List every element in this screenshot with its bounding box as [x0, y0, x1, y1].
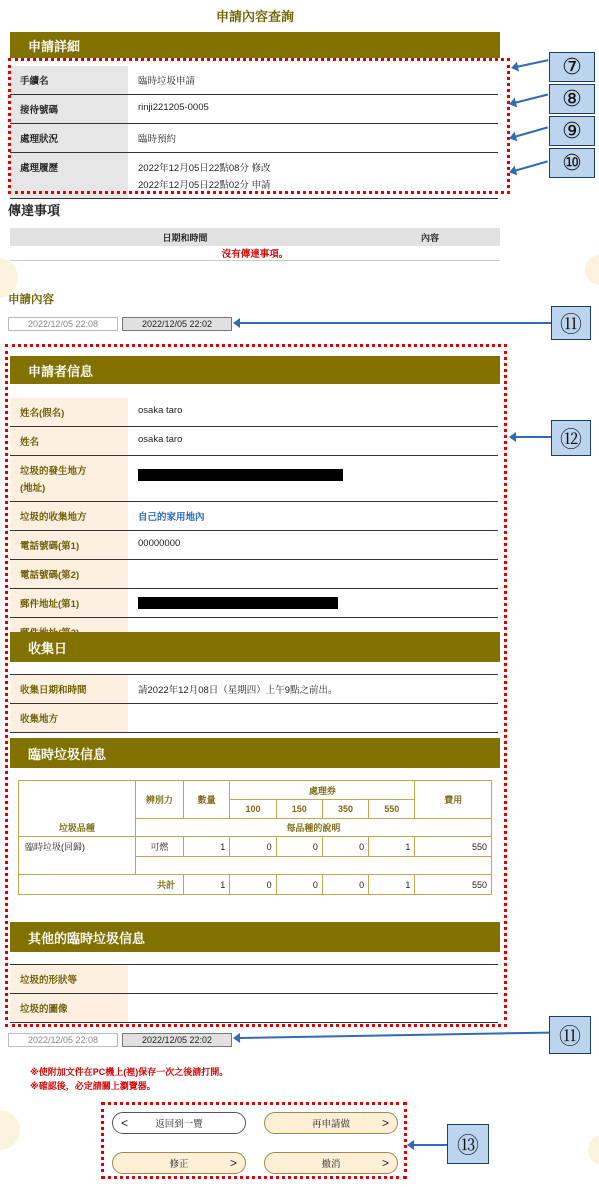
- detail-value: rinji221205-0005: [128, 95, 498, 124]
- applicant-row: [10, 531, 498, 560]
- application-title: 申請內容: [8, 294, 54, 306]
- callout-9: ⑨: [549, 116, 595, 146]
- annotation-arrow: [514, 126, 548, 138]
- applicant-value: [128, 456, 498, 502]
- collection-header: 收集日: [10, 632, 500, 662]
- detail-header: 申請詳細: [10, 32, 500, 58]
- annotation-arrow: [514, 436, 551, 438]
- cell-empty: [19, 857, 136, 875]
- applicant-table: [10, 398, 498, 647]
- col-t100: 100: [230, 800, 276, 819]
- callout-12: ⑫: [551, 420, 591, 456]
- collection-value: 請2022年12月08日（星期四）上午9點之前出。: [128, 675, 498, 704]
- cell-empty: [19, 781, 136, 819]
- applicant-value: 00000000: [128, 531, 498, 560]
- history-tab-latest-bottom[interactable]: 2022/12/05 22:08: [8, 1033, 118, 1047]
- annotation-arrow: [238, 322, 551, 324]
- detail-key: 手續名: [10, 66, 128, 95]
- callout-8: ⑧: [549, 84, 595, 114]
- transmission-title: 傳達事項: [8, 203, 61, 218]
- annotation-arrow: [514, 160, 548, 172]
- other-key: 垃圾的圖像: [10, 994, 128, 1023]
- callout-11: ⑪: [551, 306, 591, 340]
- other-row: [10, 994, 498, 1023]
- annotation-arrow: [412, 1144, 447, 1146]
- transmission-table: [10, 228, 500, 261]
- total-qty: 1: [184, 875, 230, 895]
- item-fee: 550: [415, 837, 492, 857]
- decorative-circle: [588, 1135, 599, 1165]
- total-label: 共計: [19, 875, 184, 895]
- collection-key: 收集地方: [10, 704, 128, 733]
- cancel-application-button[interactable]: [264, 1152, 398, 1174]
- applicant-row: [10, 560, 498, 589]
- item-t550: 1: [369, 837, 415, 857]
- applicant-key: [10, 456, 128, 502]
- total-t550: 1: [369, 875, 415, 895]
- applicant-value: [128, 560, 498, 589]
- detail-value: 臨時垃圾申請: [128, 66, 498, 95]
- history-line: 2022年12月05日22點08分 修改: [138, 163, 271, 174]
- chevron-right-icon: >: [229, 1156, 237, 1170]
- callout-11-bottom: ⑪: [549, 1016, 591, 1054]
- history-tab-original-bottom[interactable]: 2022/12/05 22:02: [122, 1033, 232, 1047]
- decorative-circle: [585, 255, 599, 285]
- detail-key: 接待號碼: [10, 95, 128, 124]
- annotation-arrow: [238, 1032, 549, 1039]
- applicant-value: osaka taro: [128, 398, 498, 427]
- applicant-key: 電話號碼(第1): [10, 531, 128, 560]
- total-t350: 0: [322, 875, 368, 895]
- applicant-row: [10, 589, 498, 618]
- total-t100: 0: [230, 875, 276, 895]
- applicant-value: osaka taro: [128, 427, 498, 456]
- detail-key: 處理履歷: [10, 153, 128, 199]
- modify-button[interactable]: [112, 1152, 246, 1174]
- applicant-value: [128, 589, 498, 618]
- annotation-arrow: [514, 94, 548, 104]
- applicant-row: [10, 456, 498, 502]
- col-t550: 550: [369, 800, 415, 819]
- col-item: 垃圾品種: [19, 819, 136, 837]
- annotation-arrow: [516, 59, 549, 68]
- other-header: 其他的臨時垃圾信息: [10, 922, 500, 952]
- history-line: 2022年12月05日22點02分 申請: [138, 180, 271, 191]
- col-qty: 數量: [184, 781, 230, 819]
- col-datetime: 日期和時間: [10, 228, 360, 246]
- chevron-right-icon: >: [381, 1116, 389, 1130]
- detail-value: 臨時預約: [128, 124, 498, 153]
- other-key: 垃圾的形狀等: [10, 965, 128, 994]
- collection-table: [10, 674, 498, 733]
- history-tab-latest[interactable]: 2022/12/05 22:08: [8, 317, 118, 331]
- total-fee: 550: [415, 875, 492, 895]
- applicant-row: [10, 502, 498, 531]
- item-t350: 0: [322, 837, 368, 857]
- applicant-row: [10, 427, 498, 456]
- back-to-list-button[interactable]: [112, 1112, 246, 1134]
- applicant-key: 姓名: [10, 427, 128, 456]
- item-qty: 1: [184, 837, 230, 857]
- applicant-value: 自己的家用地內: [128, 502, 498, 531]
- col-fee: 費用: [415, 781, 492, 819]
- address-label: 垃圾的發生地方: [20, 466, 87, 477]
- no-transmission-message: 沒有傳達事項。: [10, 246, 500, 261]
- desc-label: 每品種的說明: [135, 819, 491, 837]
- item-description: [135, 857, 491, 875]
- reapply-label: 再申請做: [311, 1119, 350, 1130]
- reapply-button[interactable]: [264, 1112, 398, 1134]
- address-label-sub: (地址): [20, 483, 46, 494]
- annotation-box: [8, 58, 510, 194]
- other-value: [128, 965, 498, 994]
- note-close-browser: ※確認後，必定請關上瀏覽器。: [30, 1081, 156, 1091]
- col-t350: 350: [322, 800, 368, 819]
- collection-row: [10, 675, 498, 704]
- back-to-list-label: 返回到一覽: [155, 1119, 203, 1130]
- col-t150: 150: [276, 800, 322, 819]
- garbage-header: 臨時垃圾信息: [10, 738, 500, 768]
- col-sort: 辨別力: [135, 781, 183, 819]
- modify-label: 修正: [169, 1159, 189, 1170]
- chevron-right-icon: >: [381, 1156, 389, 1170]
- applicant-row: [10, 398, 498, 427]
- history-tab-original[interactable]: 2022/12/05 22:02: [122, 317, 232, 331]
- other-row: [10, 965, 498, 994]
- cancel-label: 撤消: [321, 1159, 341, 1170]
- applicant-key: 姓名(假名): [10, 398, 128, 427]
- callout-13: ⑬: [447, 1124, 489, 1164]
- page-title: 申請內容查詢: [215, 9, 294, 24]
- detail-key: 處理狀況: [10, 124, 128, 153]
- decorative-circle: [0, 1110, 20, 1150]
- other-value: [128, 994, 498, 1023]
- applicant-key: 郵件地址(第1): [10, 589, 128, 618]
- col-content: 內容: [360, 228, 500, 246]
- item-sort: 可燃: [135, 837, 183, 857]
- item-t150: 0: [276, 837, 322, 857]
- callout-10: ⑩: [549, 148, 595, 178]
- applicant-key: 垃圾的收集地方: [10, 502, 128, 531]
- chevron-left-icon: <: [121, 1116, 129, 1130]
- redacted-block: [138, 469, 343, 481]
- item-t100: 0: [230, 837, 276, 857]
- garbage-table: [18, 780, 492, 895]
- collection-row: [10, 704, 498, 733]
- note-save-attachment: ※使附加文件在PC機上(裡)保存一次之後請打開。: [30, 1067, 229, 1077]
- callout-7: ⑦: [549, 52, 595, 82]
- item-name: 臨時垃圾(回歸): [19, 837, 136, 857]
- applicant-key: 電話號碼(第2): [10, 560, 128, 589]
- collection-value: [128, 704, 498, 733]
- total-t150: 0: [276, 875, 322, 895]
- col-ticket: 處理券: [230, 781, 415, 800]
- other-table: [10, 964, 498, 1023]
- applicant-header: 申請者信息: [10, 356, 500, 384]
- collection-key: 收集日期和時間: [10, 675, 128, 704]
- redacted-block: [138, 597, 338, 609]
